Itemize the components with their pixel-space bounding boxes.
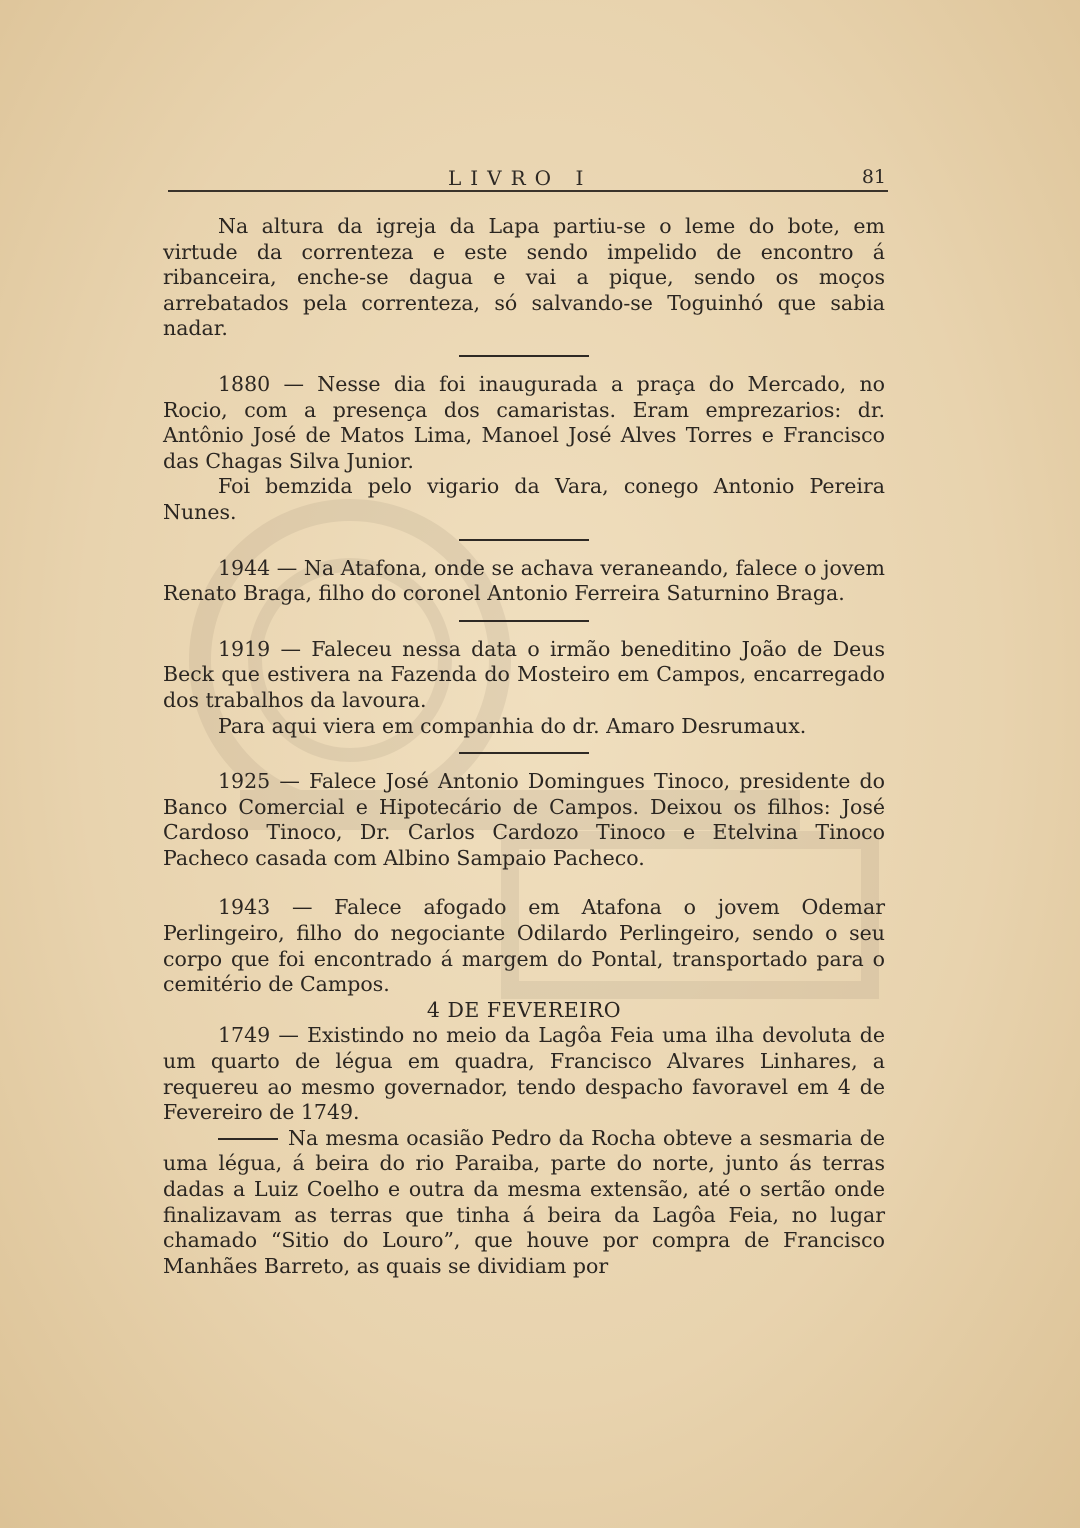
entry-separator [459,752,589,754]
entry-1880: 1880 — Nesse dia foi inaugurada a praça do Mercado, no Rocio, com a presença dos camaristas. Eram emprezarios: dr. Antônio José de Matos Lima, Manoel José Alves Torres e Francisco das Chagas Silva Junior. [163,371,885,473]
entry-1919: 1919 — Faleceu nessa data o irmão beneditino João de Deus Beck que estivera na Fazenda do Mosteiro em Campos, encarregado dos trabalhos da lavoura. [163,636,885,712]
entry-separator [459,620,589,622]
entry-1749: 1749 — Existindo no meio da Lagôa Feia uma ilha devoluta de um quarto de légua em quadra, Francisco Alvares Linhares, a requereu ao mesmo governador, tendo despacho favoravel em 4 de Fevereiro de 1749. [163,1023,885,1125]
paragraph: Na altura da igreja da Lapa partiu-se o leme do bote, em virtude da correnteza e este sendo impelido de encontro á ribanceira, enche-se dagua e vai a pique, sendo os moços arrebatados pela correnteza, só salvando-se Toguinhó que sabia nadar. [163,214,885,341]
entry-1943: 1943 — Falece afogado em Atafona o jovem Odemar Perlingeiro, filho do negociante Odilardo Perlingeiro, sendo o seu corpo que foi encontrado á margem do Pontal, transportado para o cemitério de Campos. [163,895,885,997]
running-header-title: LIVRO I [448,166,593,190]
entry-separator [459,539,589,541]
page-number: 81 [861,166,886,188]
entry-1925: 1925 — Falece José Antonio Domingues Tinoco, presidente do Banco Comercial e Hipotecário de Campos. Deixou os filhos: José Cardoso Tinoco, Dr. Carlos Cardozo Tinoco e Etelvina Tinoco Pacheco casada com Albino Sampaio Pacheco. [163,769,885,870]
paragraph-gap [163,871,885,895]
continuation-dash [218,1138,278,1140]
continuation-text: Na mesma ocasião Pedro da Rocha obteve a sesmaria de uma légua, á beira do rio Paraiba, parte do norte, junto ás terras dadas a Luiz Coelho e outra da mesma extensão, até o sertão onde finalizavam as terras que tinha á beira da Lagôa Feia, no lugar chamado “Sitio do Louro”, que houve por compra de Francisco Manhães Barreto, as quais se dividiam por [163,1125,885,1278]
paragraph: Foi bemzida pelo vigario da Vara, conego Antonio Pereira Nunes. [163,474,885,524]
paragraph-continued [163,1126,885,1280]
running-header [168,160,888,196]
section-heading: 4 DE FEVEREIRO [426,997,622,1022]
entry-separator [459,355,589,357]
paragraph: Para aqui viera em companhia do dr. Amaro Desrumaux. [218,713,807,738]
entry-1944: 1944 — Na Atafona, onde se achava veraneando, falece o jovem Renato Braga, filho do coronel Antonio Ferreira Saturnino Braga. [163,555,885,606]
page-body [163,214,885,1279]
header-rule [168,190,888,192]
